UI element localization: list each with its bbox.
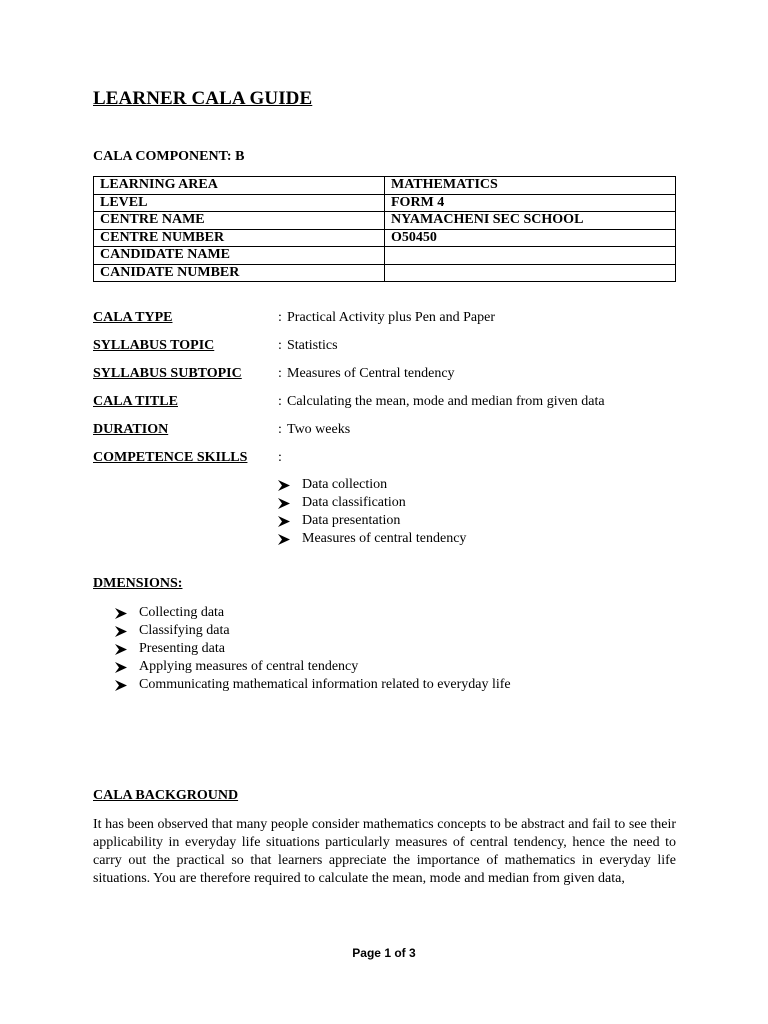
- list-item: [278, 530, 466, 548]
- table-value-cell: [385, 247, 676, 265]
- table-key-cell: CANDIDATE NAME: [94, 247, 385, 265]
- page-number: [0, 946, 768, 960]
- arrowhead-bullet-icon: [115, 608, 127, 619]
- list-item-text: Data collection: [302, 477, 388, 492]
- table-value-cell: [385, 264, 676, 282]
- list-item: [115, 622, 511, 640]
- background-heading: CALA BACKGROUND: [93, 788, 239, 803]
- table-key-cell: LEVEL: [94, 194, 385, 212]
- table-key-cell: CENTRE NAME: [94, 212, 385, 230]
- list-item-text: Classifying data: [139, 623, 230, 638]
- table-row: [94, 247, 676, 265]
- info-table: [93, 176, 676, 282]
- field-label: SYLLABUS SUBTOPIC: [93, 366, 242, 381]
- arrowhead-bullet-icon: [115, 644, 127, 655]
- field-cala-type: [93, 309, 693, 327]
- background-paragraph: It has been observed that many people consider mathematics concepts to be abstract and fail to see their applicability in everyday life situations particularly measures of central tendency, hence the need to carry out the practical so that learners appreciate the importance of mathematics in everyday life situations. You are therefore required to calculate the mean, mode and median from given data,: [93, 817, 676, 886]
- list-item-text: Collecting data: [139, 605, 225, 620]
- table-row: [94, 212, 676, 230]
- field-separator: :: [278, 394, 282, 409]
- table-row: [94, 229, 676, 247]
- list-item: [115, 658, 511, 676]
- table-row: [94, 264, 676, 282]
- table-value-cell: FORM 4: [385, 194, 676, 212]
- field-separator: :: [278, 310, 282, 325]
- field-value: Two weeks: [287, 422, 351, 437]
- list-item: [278, 494, 466, 512]
- field-separator: :: [278, 450, 282, 465]
- dimensions-heading: DMENSIONS:: [93, 576, 183, 591]
- field-duration: [93, 421, 693, 439]
- field-separator: :: [278, 338, 282, 353]
- table-value-cell: O50450: [385, 229, 676, 247]
- dimensions-list: [115, 604, 511, 694]
- list-item: [115, 676, 511, 694]
- field-value: Measures of Central tendency: [287, 366, 455, 381]
- field-value: Statistics: [287, 338, 338, 353]
- arrowhead-bullet-icon: [278, 516, 290, 527]
- field-syllabus-topic: [93, 337, 693, 355]
- table-key-cell: CENTRE NUMBER: [94, 229, 385, 247]
- field-separator: :: [278, 422, 282, 437]
- list-item-text: Applying measures of central tendency: [139, 659, 359, 674]
- field-label: DURATION: [93, 422, 169, 437]
- table-value-cell: NYAMACHENI SEC SCHOOL: [385, 212, 676, 230]
- field-value: Calculating the mean, mode and median from given data: [287, 394, 605, 409]
- list-item-text: Communicating mathematical information related to everyday life: [139, 677, 511, 692]
- page-number-mid: of: [391, 946, 409, 960]
- arrowhead-bullet-icon: [278, 498, 290, 509]
- arrowhead-bullet-icon: [115, 626, 127, 637]
- table-row: [94, 177, 676, 195]
- list-item: [115, 640, 511, 658]
- arrowhead-bullet-icon: [115, 680, 127, 691]
- page-number-prefix: Page: [352, 946, 385, 960]
- table-key-cell: LEARNING AREA: [94, 177, 385, 195]
- field-competence-skills: [93, 449, 693, 467]
- competence-skills-list: [278, 476, 466, 548]
- field-separator: :: [278, 366, 282, 381]
- list-item-text: Presenting data: [139, 641, 225, 656]
- page-title: LEARNER CALA GUIDE: [93, 88, 313, 109]
- table-row: [94, 194, 676, 212]
- list-item: [278, 512, 466, 530]
- page-number-total: 3: [409, 946, 416, 960]
- field-value: Practical Activity plus Pen and Paper: [287, 310, 496, 325]
- table-value-cell: MATHEMATICS: [385, 177, 676, 195]
- field-label: SYLLABUS TOPIC: [93, 338, 215, 353]
- arrowhead-bullet-icon: [278, 480, 290, 491]
- field-label: COMPETENCE SKILLS: [93, 450, 248, 465]
- field-label: CALA TYPE: [93, 310, 173, 325]
- list-item-text: Data presentation: [302, 513, 401, 528]
- list-item-text: Measures of central tendency: [302, 531, 467, 546]
- arrowhead-bullet-icon: [278, 534, 290, 545]
- list-item: [115, 604, 511, 622]
- arrowhead-bullet-icon: [115, 662, 127, 673]
- list-item: [278, 476, 466, 494]
- list-item-text: Data classification: [302, 495, 406, 510]
- page-number-current: 1: [384, 946, 391, 960]
- field-cala-title: [93, 393, 693, 411]
- table-key-cell: CANIDATE NUMBER: [94, 264, 385, 282]
- cala-component-label: CALA COMPONENT: B: [93, 149, 245, 164]
- field-label: CALA TITLE: [93, 394, 178, 409]
- field-syllabus-subtopic: [93, 365, 693, 383]
